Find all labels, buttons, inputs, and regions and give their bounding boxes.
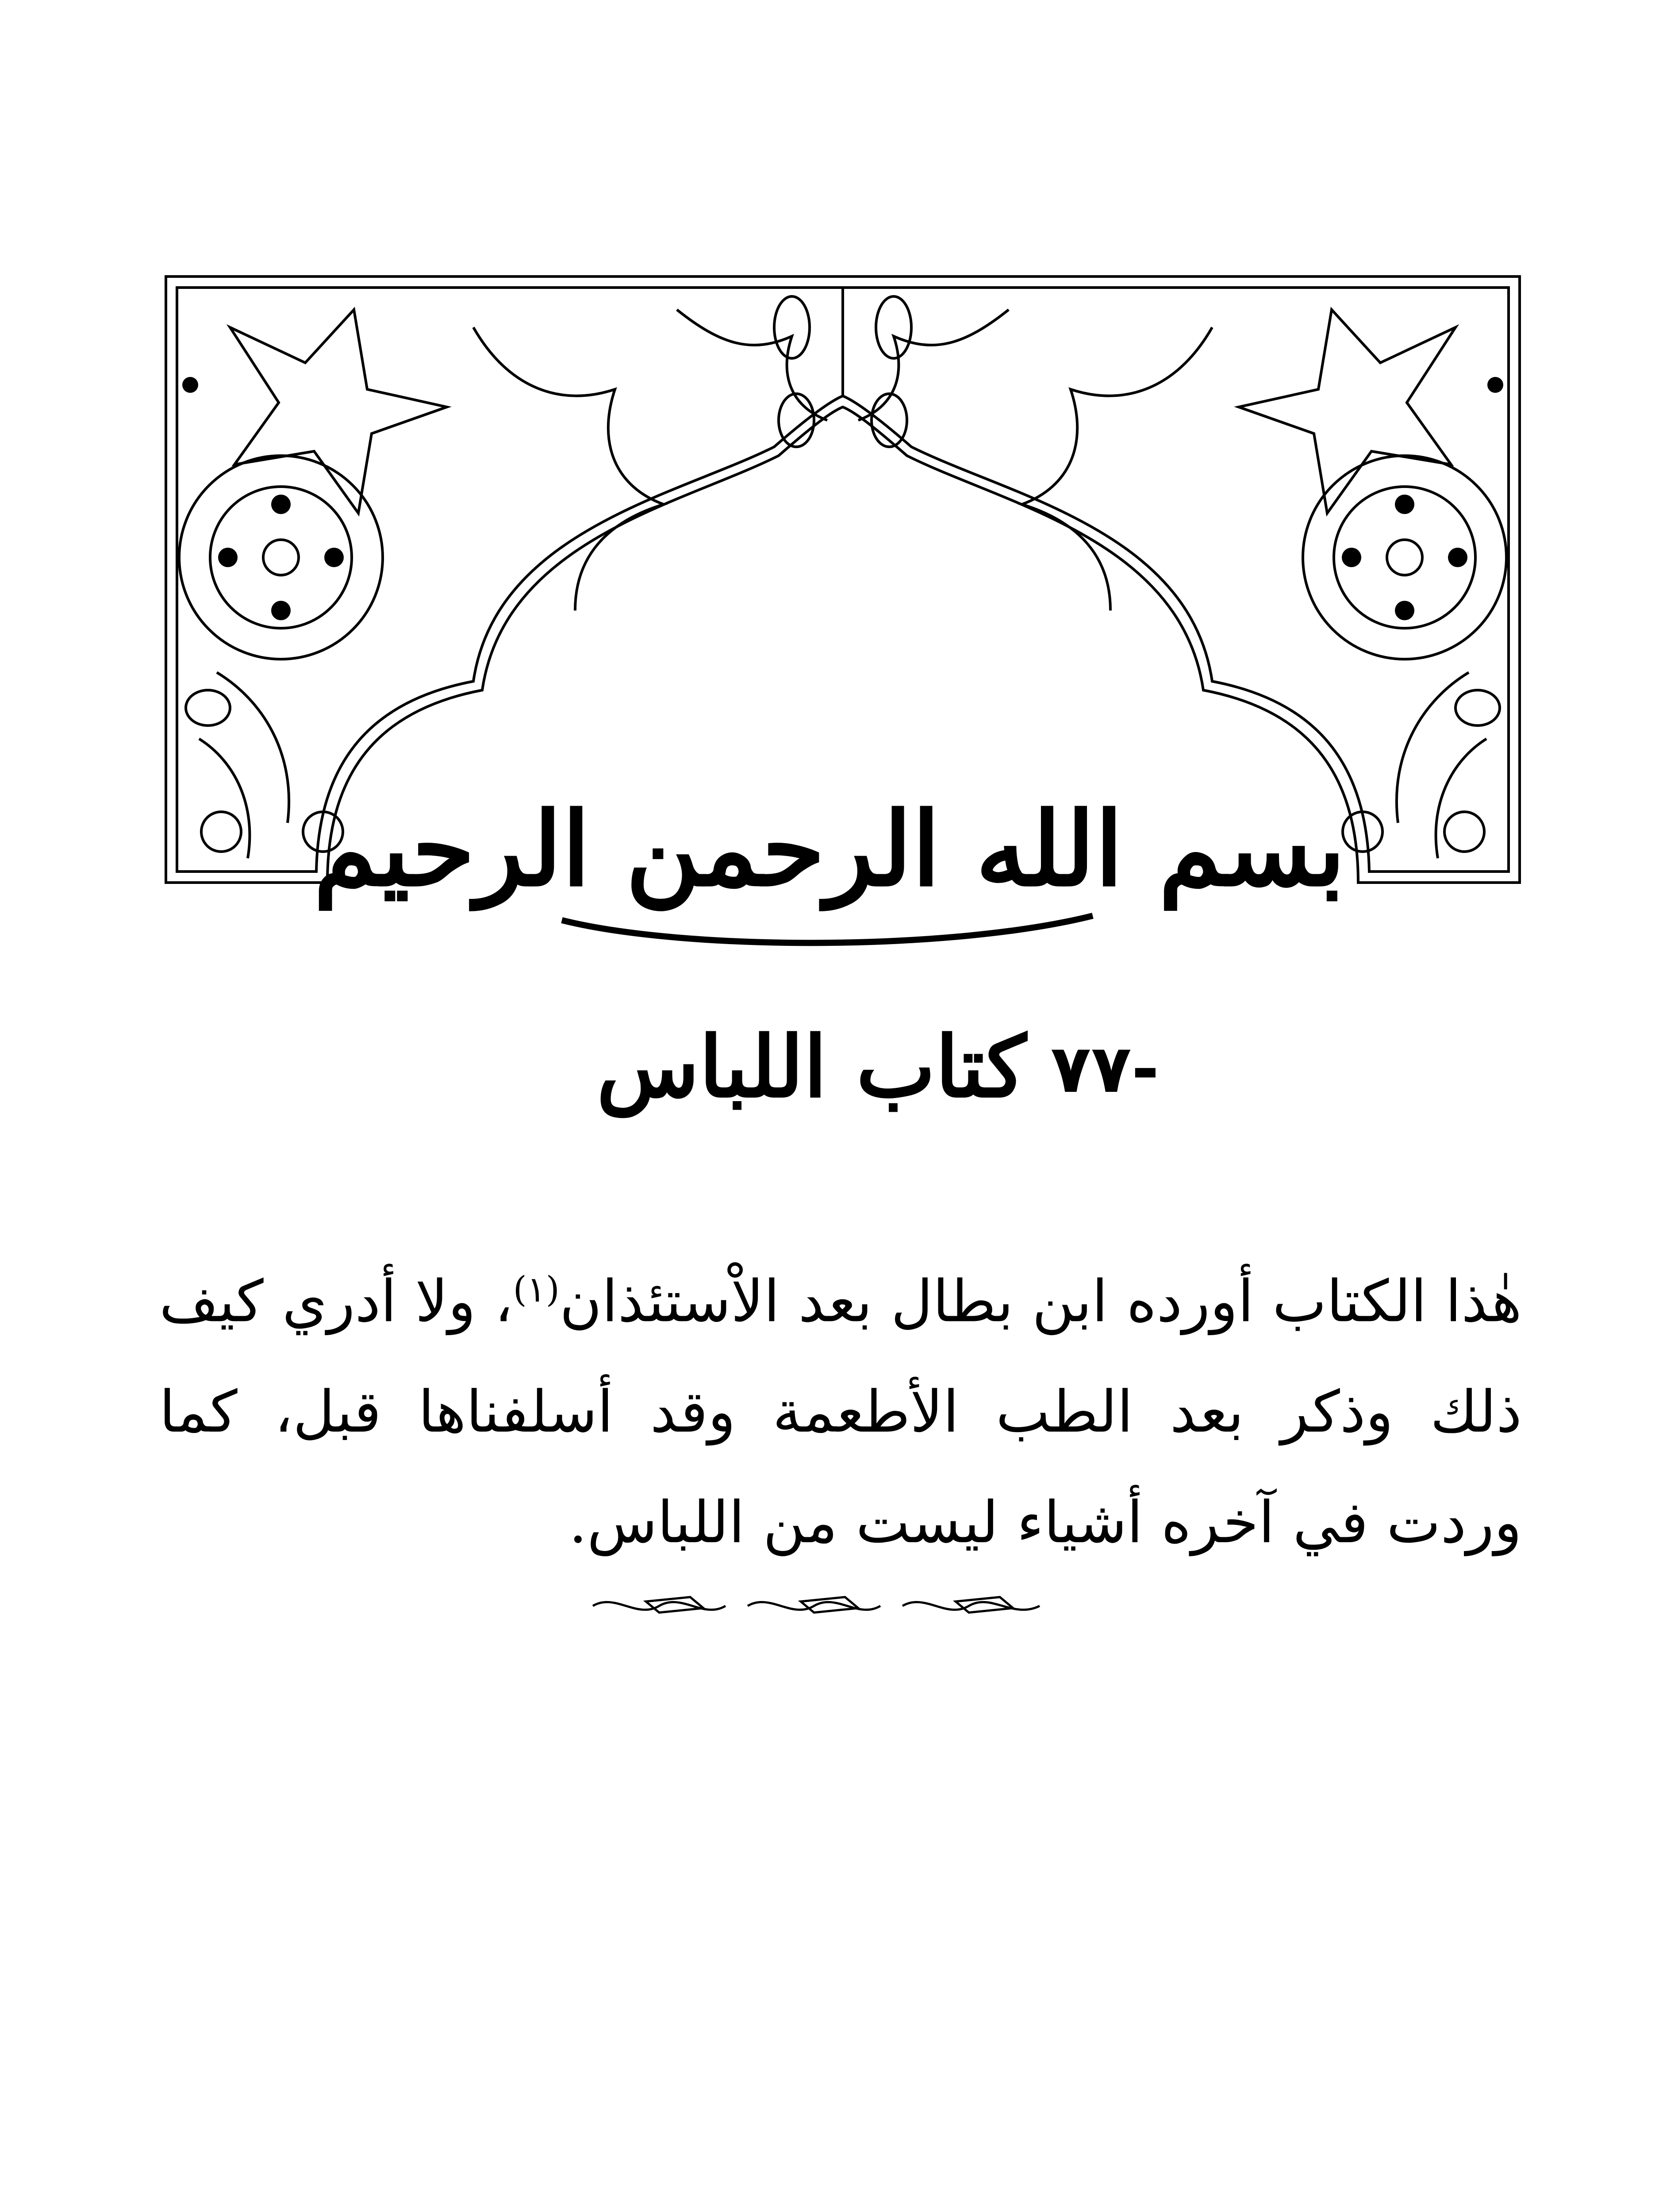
chapter-title: كتاب اللباس — [596, 1018, 1026, 1116]
body-text-part1: هٰذا الكتاب أورده ابن بطال بعد الاْستئذان — [559, 1267, 1522, 1335]
body-paragraph — [159, 1234, 1522, 1578]
footnote-reference: (١) — [513, 1269, 560, 1310]
chapter-number: -٧٧ — [1050, 1031, 1159, 1108]
basmala-text: بسم الله الرحمن الرحيم — [313, 790, 1346, 909]
chapter-heading — [522, 1013, 1159, 1155]
basmala-calligraphy — [313, 774, 1346, 969]
floral-divider-ornament-icon — [588, 1588, 1044, 1624]
body-text-part2: ، ولا أدري كيف ذلك وذكر بعد الطب الأطعمة وقد أسلفناها قبل، كما وردت في آخره أشياء ليست من اللباس. — [159, 1267, 1522, 1556]
